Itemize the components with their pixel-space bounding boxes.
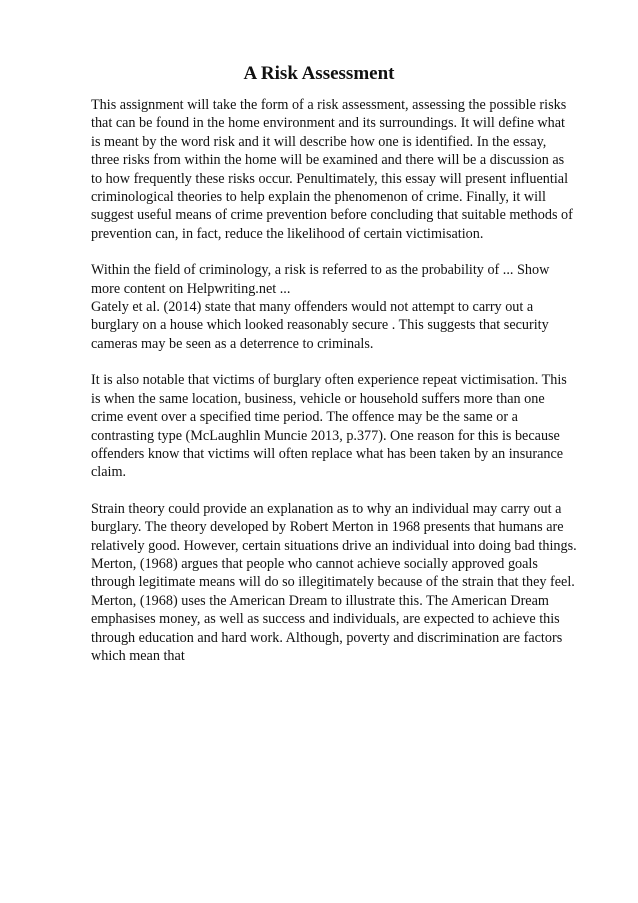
document-title: A Risk Assessment [243, 63, 395, 84]
paragraph-3 [91, 371, 591, 481]
paragraph-1 [91, 96, 591, 243]
document-body [91, 96, 591, 683]
text-line: Merton, (1968) argues that people who cannot achieve socially approved goals [91, 555, 538, 572]
text-line: cameras may be seen as a deterrence to criminals. [91, 335, 374, 352]
text-line: which mean that [91, 647, 185, 664]
text-line: Strain theory could provide an explanation as to why an individual may carry out a [91, 500, 562, 517]
text-line: offenders know that victims will often replace what has been taken by an insurance [91, 445, 564, 462]
text-line: is when the same location, business, vehicle or household suffers more than one [91, 390, 545, 407]
text-line: criminological theories to help explain the phenomenon of crime. Finally, it will [91, 189, 546, 206]
text-line: Within the field of criminology, a risk is referred to as the probability of ... Show [91, 262, 550, 279]
text-line: Gately et al. (2014) state that many offenders would not attempt to carry out a [91, 299, 534, 316]
text-line: crime event over a specified time period. The offence may be the same or a [91, 409, 518, 426]
text-line: relatively good. However, certain situations drive an individual into doing bad things. [91, 537, 577, 554]
text-line: that can be found in the home environment and its surroundings. It will define what [91, 115, 565, 132]
paragraph-2 [91, 261, 591, 353]
text-line: three risks from within the home will be examined and there will be a discussion as [91, 152, 565, 169]
text-line: is meant by the word risk and it will describe how one is identified. In the essay, [91, 133, 547, 150]
text-line: Merton, (1968) uses the American Dream to illustrate this. The American Dream [91, 592, 549, 609]
text-line: more content on Helpwriting.net ... [91, 280, 291, 297]
text-line: It is also notable that victims of burglary often experience repeat victimisation. This [91, 372, 567, 389]
text-line: burglary on a house which looked reasonably secure . This suggests that security [91, 317, 549, 334]
text-line: emphasises money, as well as success and individuals, are expected to achieve this [91, 611, 560, 628]
text-line: through education and hard work. Although, poverty and discrimination are factors [91, 629, 563, 646]
paragraph-4 [91, 500, 591, 666]
text-line: This assignment will take the form of a risk assessment, assessing the possible risks [91, 97, 567, 113]
text-line: suggest useful means of crime prevention before concluding that suitable methods of [91, 207, 573, 224]
text-line: contrasting type (McLaughlin Muncie 2013, p.377). One reason for this is because [91, 427, 560, 444]
text-line: burglary. The theory developed by Robert Merton in 1968 presents that humans are [91, 519, 564, 536]
text-line: prevention can, in fact, reduce the likelihood of certain victimisation. [91, 225, 484, 242]
text-line: through legitimate means will do so illegitimately because of the strain that they feel. [91, 574, 575, 591]
text-line: to how frequently these risks occur. Penultimately, this essay will present influential [91, 170, 569, 187]
text-line: claim. [91, 464, 127, 481]
